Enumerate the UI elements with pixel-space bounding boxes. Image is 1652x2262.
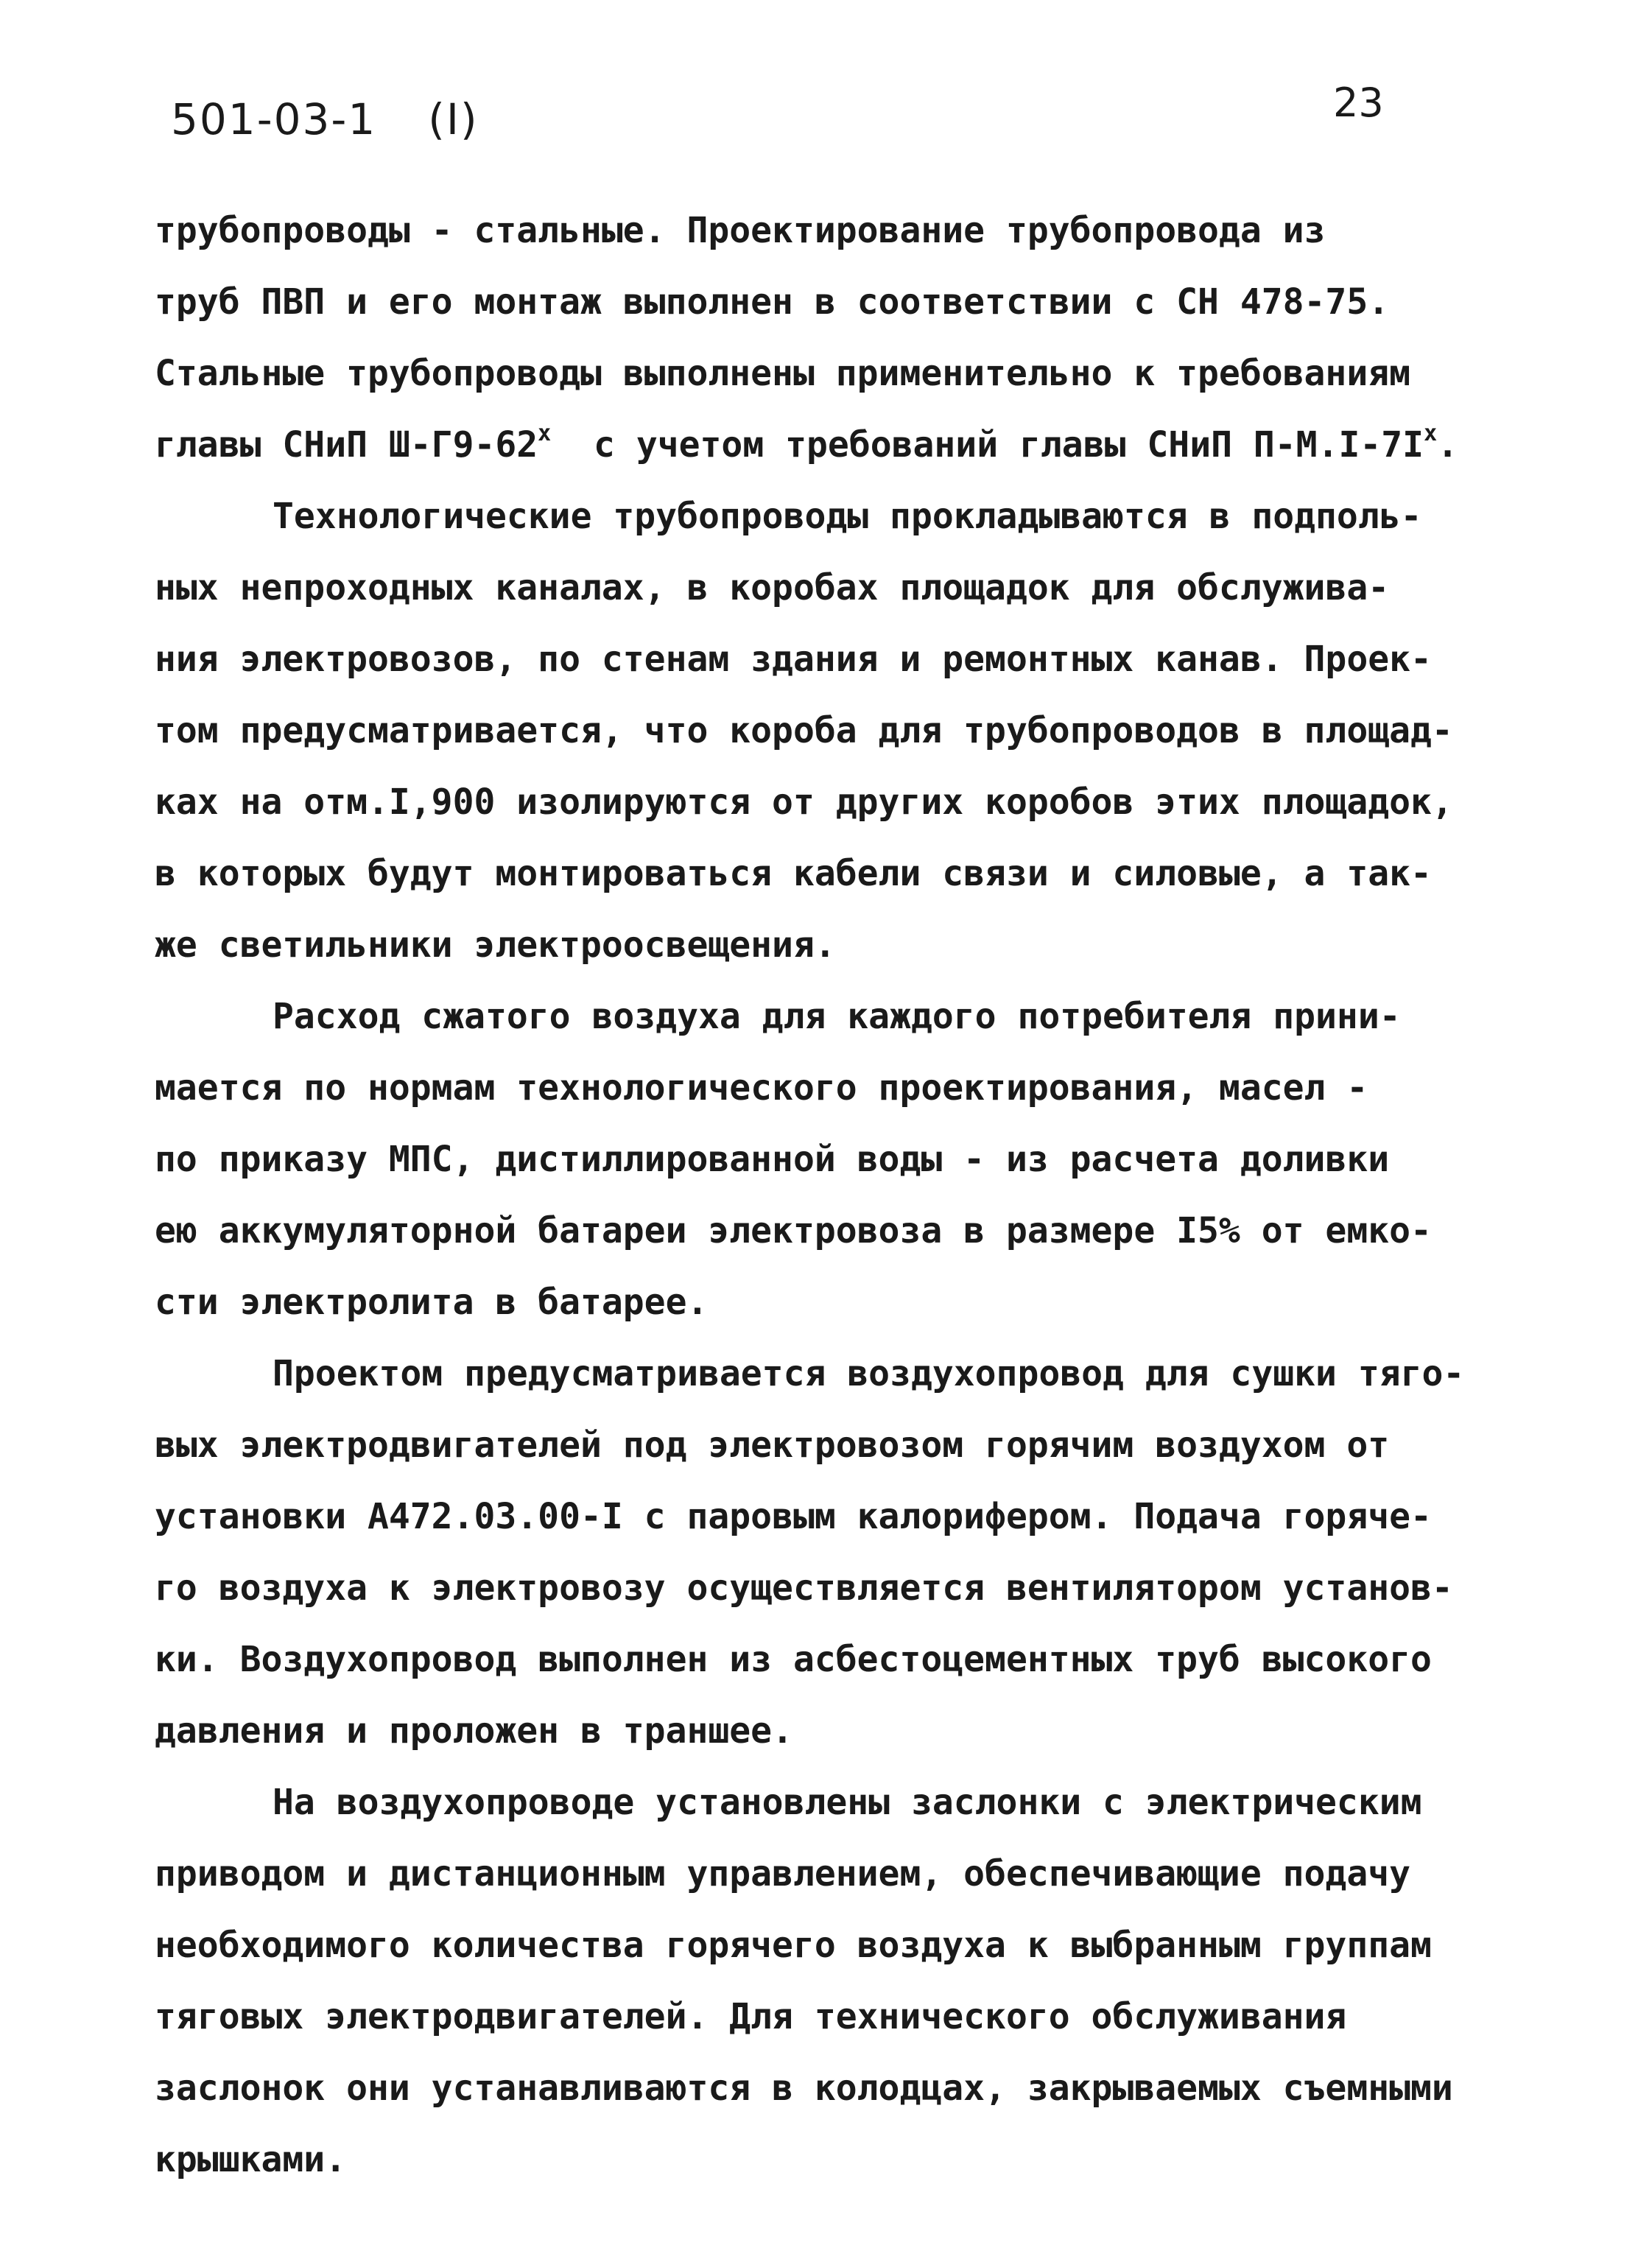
paragraph-start-line: Проектом предусматривается воздухопровод для сушки тяго- [273, 1353, 1465, 1394]
text-line: ках на отм.I,900 изолируются от других коробов этих площадок, [155, 781, 1453, 823]
text-line: ния электровозов, по стенам здания и ремонтных канав. Проек- [155, 639, 1432, 680]
text-line-part: . [1437, 424, 1459, 466]
text-line: ных непроходных каналах, в коробах площадок для обслужива- [155, 567, 1390, 608]
text-line: же светильники электроосвещения. [155, 924, 836, 966]
text-line [155, 410, 1539, 481]
text-line: тяговых электродвигателей. Для технического обслуживания [155, 1996, 1347, 2037]
body-text [155, 195, 1539, 2196]
document-code-number: 501-03-1 [171, 94, 377, 144]
document-part: (I) [428, 94, 479, 144]
text-line: труб ПВП и его монтаж выполнен в соответствии с СН 478-75. [155, 281, 1390, 323]
page-number: 23 [1333, 80, 1384, 126]
text-line: том предусматривается, что короба для трубопроводов в площад- [155, 710, 1453, 751]
text-line: ею аккумуляторной батареи электровоза в размере I5% от емко- [155, 1210, 1432, 1251]
text-line: сти электролита в батарее. [155, 1282, 709, 1323]
text-line: в которых будут монтироваться кабели связи и силовые, а так- [155, 853, 1432, 894]
paragraph-start-line: Расход сжатого воздуха для каждого потребителя прини- [273, 996, 1401, 1037]
text-line: Стальные трубопроводы выполнены применительно к требованиям [155, 353, 1411, 394]
superscript-x: x [538, 421, 552, 446]
text-line: трубопроводы - стальные. Проектирование трубопровода из [155, 210, 1326, 251]
text-line: вых электродвигателей под электровозом горячим воздухом от [155, 1425, 1390, 1466]
text-line: крышками. [155, 2139, 347, 2180]
paragraph-start-line: Технологические трубопроводы прокладываются в подполь- [273, 496, 1422, 537]
superscript-x: x [1424, 421, 1438, 446]
paragraph-start-line: На воздухопроводе установлены заслонки с электрическим [273, 1782, 1422, 1823]
text-line: установки А472.03.00-I с паровым калорифером. Подача горяче- [155, 1496, 1432, 1537]
text-line-part: с учетом требований главы СНиП П-М.I-7I [551, 424, 1424, 466]
text-line: мается по нормам технологического проектирования, масел - [155, 1067, 1368, 1109]
text-line: приводом и дистанционным управлением, обеспечивающие подачу [155, 1853, 1411, 1894]
text-line: по приказу МПС, дистиллированной воды - из расчета доливки [155, 1139, 1390, 1180]
document-code [171, 94, 479, 144]
text-line: го воздуха к электровозу осуществляется вентилятором установ- [155, 1567, 1453, 1609]
text-line: заслонок они устанавливаются в колодцах, закрываемых съемными [155, 2068, 1453, 2109]
text-line: давления и проложен в траншее. [155, 1710, 793, 1752]
text-line: необходимого количества горячего воздуха к выбранным группам [155, 1925, 1432, 1966]
text-line-part: главы СНиП Ш-Г9-62 [155, 424, 538, 466]
text-line: ки. Воздухопровод выполнен из асбестоцементных труб высокого [155, 1639, 1432, 1680]
